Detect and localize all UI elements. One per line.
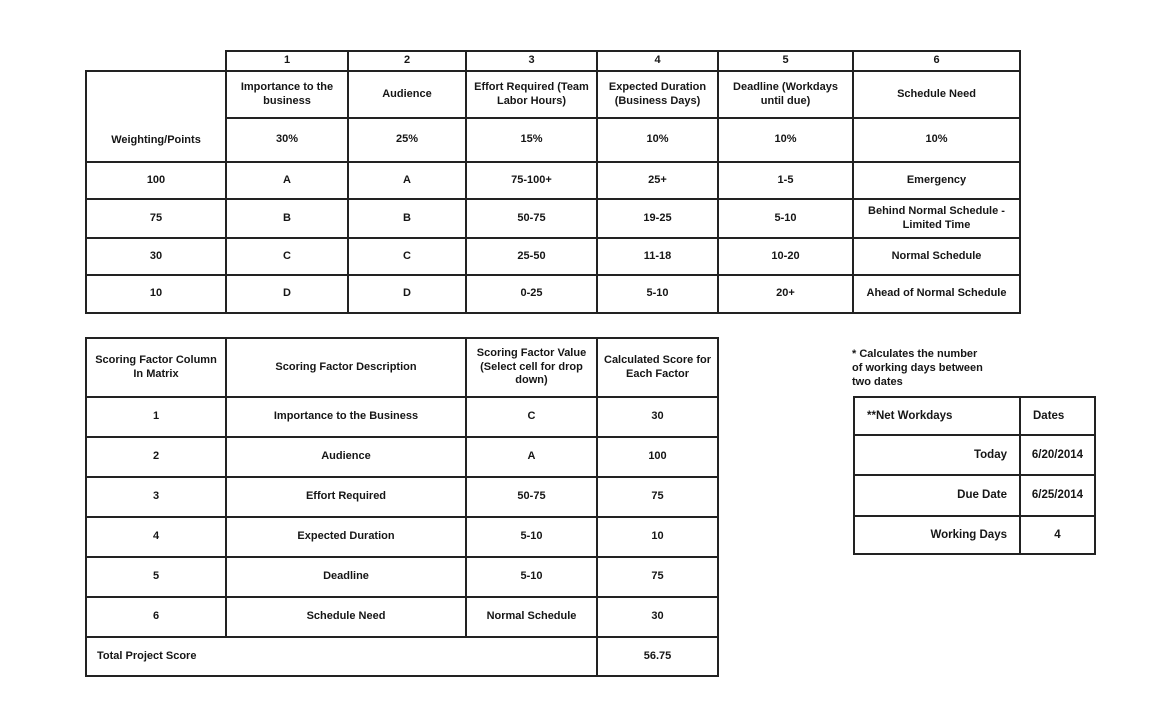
matrix-cell: Normal Schedule (853, 238, 1020, 275)
scoring-factor-table (85, 337, 719, 677)
matrix-header-audience: Audience (348, 71, 466, 118)
scoring-header-description: Scoring Factor Description (226, 338, 466, 397)
matrix-cell: 25+ (597, 162, 718, 199)
scoring-header-score: Calculated Score for Each Factor (597, 338, 718, 397)
today-date-cell[interactable]: 6/20/2014 (1020, 435, 1095, 475)
factor-score: 75 (597, 477, 718, 517)
factor-value-dropdown-cell[interactable]: 5-10 (466, 517, 597, 557)
scoring-row-2 (86, 437, 718, 477)
factor-column: 2 (86, 437, 226, 477)
factor-value-dropdown-cell[interactable]: 5-10 (466, 557, 597, 597)
scoring-header-column: Scoring Factor Column In Matrix (86, 338, 226, 397)
matrix-header-row (86, 71, 1020, 118)
weighting-points-label: Weighting/Points (86, 71, 226, 162)
matrix-cell: 20+ (718, 275, 853, 313)
factor-column: 6 (86, 597, 226, 637)
weight-cell: 10% (597, 118, 718, 162)
matrix-cell: Ahead of Normal Schedule (853, 275, 1020, 313)
factor-score: 30 (597, 597, 718, 637)
matrix-header-deadline: Deadline (Workdays until due) (718, 71, 853, 118)
matrix-header-duration: Expected Duration (Business Days) (597, 71, 718, 118)
net-workdays-label: **Net Workdays (854, 397, 1020, 435)
factor-description: Effort Required (226, 477, 466, 517)
matrix-cell: B (348, 199, 466, 238)
footnote-line: of working days between (852, 362, 983, 374)
matrix-cell: Behind Normal Schedule - Limited Time (853, 199, 1020, 238)
factor-value-dropdown-cell[interactable]: 50-75 (466, 477, 597, 517)
scoring-row-1 (86, 397, 718, 437)
factor-score: 30 (597, 397, 718, 437)
points-label: 100 (86, 162, 226, 199)
scoring-row-5 (86, 557, 718, 597)
matrix-col-number-4: 4 (597, 51, 718, 71)
weighting-matrix-table (85, 50, 1021, 314)
factor-column: 3 (86, 477, 226, 517)
workdays-row-due-date (854, 475, 1095, 516)
factor-column: 5 (86, 557, 226, 597)
matrix-cell: 50-75 (466, 199, 597, 238)
matrix-cell: 25-50 (466, 238, 597, 275)
matrix-cell: 75-100+ (466, 162, 597, 199)
factor-score: 75 (597, 557, 718, 597)
matrix-header-importance: Importance to the business (226, 71, 348, 118)
scoring-row-6 (86, 597, 718, 637)
scoring-factor-table-section (85, 337, 719, 677)
matrix-cell: A (348, 162, 466, 199)
matrix-col-number-6: 6 (853, 51, 1020, 71)
net-workdays-section (853, 396, 1096, 555)
total-project-score-value: 56.75 (597, 637, 718, 676)
scoring-header-value: Scoring Factor Value (Select cell for drop down) (466, 338, 597, 397)
weighting-matrix (85, 50, 1021, 314)
due-date-cell[interactable]: 6/25/2014 (1020, 475, 1095, 516)
factor-score: 100 (597, 437, 718, 477)
matrix-cell: C (348, 238, 466, 275)
weight-cell: 15% (466, 118, 597, 162)
matrix-col-number-2: 2 (348, 51, 466, 71)
matrix-points-row-100 (86, 162, 1020, 199)
due-date-label: Due Date (854, 475, 1020, 516)
factor-description: Schedule Need (226, 597, 466, 637)
matrix-cell: 19-25 (597, 199, 718, 238)
matrix-header-effort: Effort Required (Team Labor Hours) (466, 71, 597, 118)
points-label: 75 (86, 199, 226, 238)
workdays-row-today (854, 435, 1095, 475)
workdays-header-row (854, 397, 1095, 435)
footnote-line: * Calculates the number (852, 348, 978, 360)
matrix-points-row-30 (86, 238, 1020, 275)
scoring-header-row (86, 338, 718, 397)
matrix-corner-spacer (86, 51, 226, 71)
matrix-col-number-3: 3 (466, 51, 597, 71)
weight-cell: 10% (853, 118, 1020, 162)
matrix-cell: 10-20 (718, 238, 853, 275)
dates-header: Dates (1020, 397, 1095, 435)
workdays-row-working-days (854, 516, 1095, 554)
matrix-points-row-75 (86, 199, 1020, 238)
factor-column: 1 (86, 397, 226, 437)
points-label: 10 (86, 275, 226, 313)
scoring-row-4 (86, 517, 718, 557)
factor-description: Audience (226, 437, 466, 477)
footnote-line: two dates (852, 376, 903, 388)
weight-cell: 25% (348, 118, 466, 162)
factor-column: 4 (86, 517, 226, 557)
matrix-cell: Emergency (853, 162, 1020, 199)
matrix-cell: D (348, 275, 466, 313)
matrix-cell: D (226, 275, 348, 313)
matrix-points-row-10 (86, 275, 1020, 313)
factor-description: Importance to the Business (226, 397, 466, 437)
matrix-cell: A (226, 162, 348, 199)
matrix-cell: 0-25 (466, 275, 597, 313)
matrix-cell: 11-18 (597, 238, 718, 275)
matrix-col-number-5: 5 (718, 51, 853, 71)
factor-description: Expected Duration (226, 517, 466, 557)
matrix-cell: 5-10 (597, 275, 718, 313)
weight-cell: 30% (226, 118, 348, 162)
matrix-cell: C (226, 238, 348, 275)
matrix-cell: 1-5 (718, 162, 853, 199)
matrix-cell: B (226, 199, 348, 238)
net-workdays-table (853, 396, 1096, 555)
working-days-label: Working Days (854, 516, 1020, 554)
matrix-col-number-1: 1 (226, 51, 348, 71)
total-project-score-label: Total Project Score (86, 637, 597, 676)
factor-value-dropdown-cell[interactable]: C (466, 397, 597, 437)
scoring-row-3 (86, 477, 718, 517)
workdays-footnote (852, 347, 983, 389)
matrix-header-schedule-need: Schedule Need (853, 71, 1020, 118)
points-label: 30 (86, 238, 226, 275)
weight-cell: 10% (718, 118, 853, 162)
factor-value-dropdown-cell[interactable]: Normal Schedule (466, 597, 597, 637)
working-days-value: 4 (1020, 516, 1095, 554)
factor-score: 10 (597, 517, 718, 557)
factor-description: Deadline (226, 557, 466, 597)
matrix-weighting-row (86, 118, 1020, 162)
matrix-column-number-row (86, 51, 1020, 71)
matrix-cell: 5-10 (718, 199, 853, 238)
scoring-total-row (86, 637, 718, 676)
today-label: Today (854, 435, 1020, 475)
factor-value-dropdown-cell[interactable]: A (466, 437, 597, 477)
